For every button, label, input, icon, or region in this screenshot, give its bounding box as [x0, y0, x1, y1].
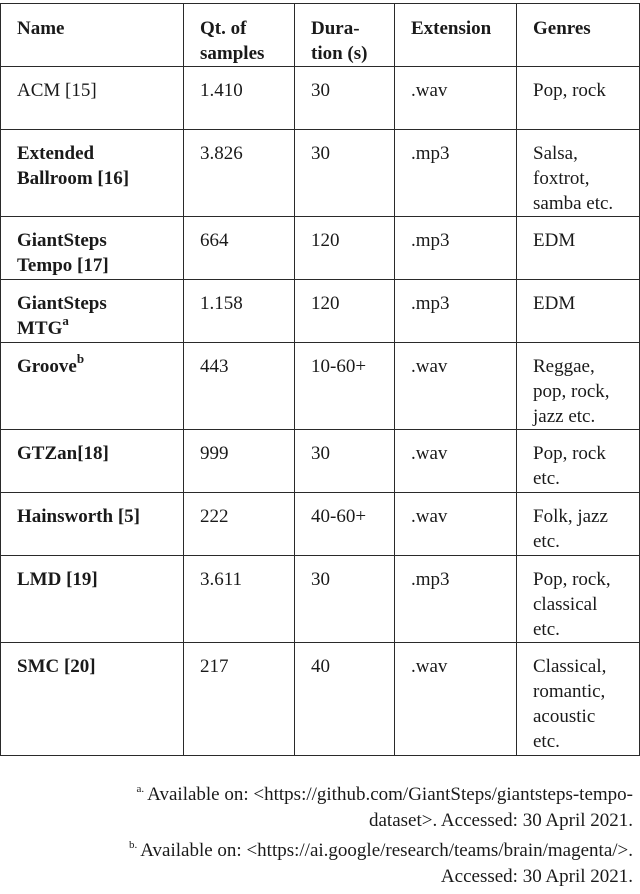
dataset-name: GTZan[18] [1, 430, 184, 493]
footnote-text: Available on: <https://ai.google/research/teams/brain/magenta/>. [140, 840, 633, 861]
table-row [1, 130, 640, 217]
duration-value: 30 [295, 130, 395, 217]
table-row [1, 217, 640, 280]
header-row [1, 4, 640, 67]
table-row [1, 556, 640, 643]
dataset-name: Groove$^b$ [1, 343, 184, 430]
table-row [1, 343, 640, 430]
file-extension: .mp3 [395, 130, 517, 217]
table-row [1, 280, 640, 343]
footnote-text: dataset>. Accessed: 30 April 2021. [369, 810, 633, 831]
genres-list: Salsa, foxtrot, samba etc. [517, 130, 640, 217]
file-extension: .mp3 [395, 280, 517, 343]
file-extension: .wav [395, 430, 517, 493]
dataset-name: ACM [15] [1, 67, 184, 130]
sample-count: 1.158 [184, 280, 295, 343]
footnote [33, 838, 633, 890]
genres-list: Folk, jazz etc. [517, 493, 640, 556]
footnote-text: Available on: <https://github.com/GiantSteps/giantsteps-tempo- [147, 784, 633, 805]
datasets-table [0, 3, 640, 756]
duration-value: 30 [295, 430, 395, 493]
table-body [1, 67, 640, 756]
dataset-name: GiantSteps MTG$^a$ [1, 280, 184, 343]
duration-value: 30 [295, 556, 395, 643]
genres-list: EDM [517, 280, 640, 343]
genres-list: Reggae, pop, rock, jazz etc. [517, 343, 640, 430]
table-row [1, 430, 640, 493]
sample-count: 217 [184, 643, 295, 756]
dataset-name: LMD [19] [1, 556, 184, 643]
dataset-name: GiantSteps Tempo [17] [1, 217, 184, 280]
duration-value: 40-60+ [295, 493, 395, 556]
sample-count: 3.826 [184, 130, 295, 217]
genres-list: Pop, rock, classical etc. [517, 556, 640, 643]
sample-count: 3.611 [184, 556, 295, 643]
footnote-marker: a [62, 313, 69, 328]
dataset-name: SMC [20] [1, 643, 184, 756]
file-extension: .wav [395, 343, 517, 430]
dataset-name: Extended Ballroom [16] [1, 130, 184, 217]
duration-value: 10-60+ [295, 343, 395, 430]
duration-value: 30 [295, 67, 395, 130]
table-row [1, 643, 640, 756]
header-extension: Extension [395, 4, 517, 67]
sample-count: 222 [184, 493, 295, 556]
dataset-name: Hainsworth [5] [1, 493, 184, 556]
duration-value: 120 [295, 280, 395, 343]
footnote-text: Accessed: 30 April 2021. [440, 866, 633, 887]
file-extension: .mp3 [395, 556, 517, 643]
header-duration: Dura- tion (s) [295, 4, 395, 67]
sample-count: 1.410 [184, 67, 295, 130]
file-extension: .mp3 [395, 217, 517, 280]
genres-list: Pop, rock [517, 67, 640, 130]
footnote-mark: b. [128, 839, 138, 851]
file-extension: .wav [395, 643, 517, 756]
table-row [1, 493, 640, 556]
table-row [1, 67, 640, 130]
genres-list: Pop, rock etc. [517, 430, 640, 493]
sample-count: 664 [184, 217, 295, 280]
duration-value: 120 [295, 217, 395, 280]
file-extension: .wav [395, 67, 517, 130]
duration-value: 40 [295, 643, 395, 756]
header-qt-samples: Qt. of samples [184, 4, 295, 67]
footnote-marker: b [76, 351, 85, 366]
genres-list: Classical, romantic, acoustic etc. [517, 643, 640, 756]
sample-count: 443 [184, 343, 295, 430]
header-name: Name [1, 4, 184, 67]
footnotes [33, 782, 633, 894]
sample-count: 999 [184, 430, 295, 493]
header-genres: Genres [517, 4, 640, 67]
genres-list: EDM [517, 217, 640, 280]
footnote [33, 782, 633, 834]
file-extension: .wav [395, 493, 517, 556]
footnote-mark: a. [136, 783, 145, 795]
